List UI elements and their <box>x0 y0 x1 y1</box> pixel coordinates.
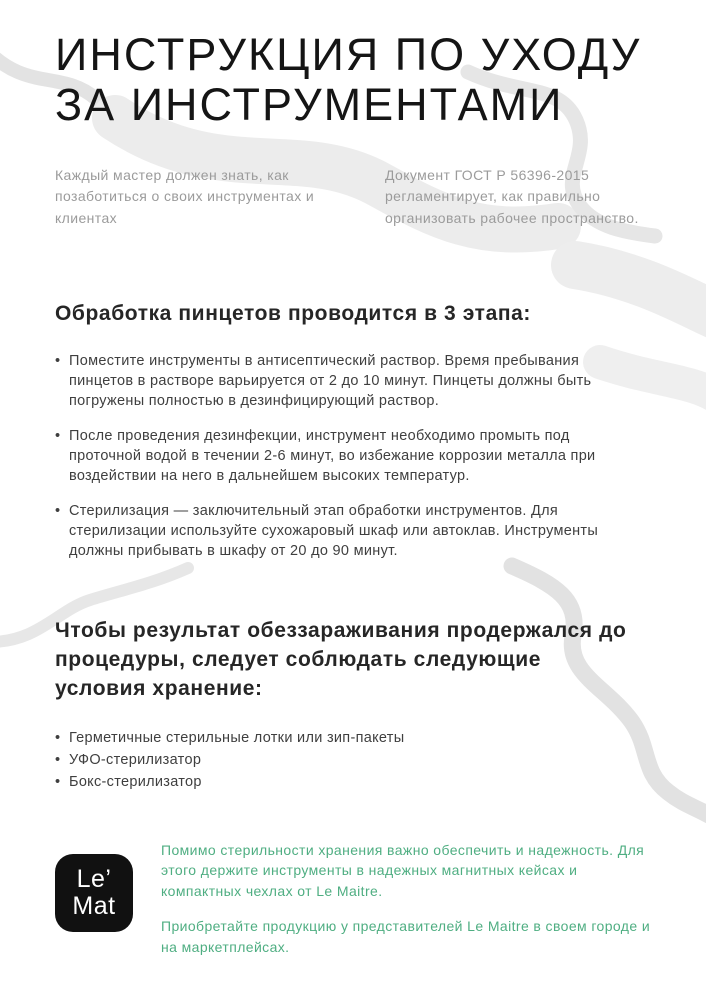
bullet-icon: • <box>55 502 61 519</box>
lemat-logo <box>55 854 133 932</box>
footer <box>55 840 651 958</box>
list-item-text: Герметичные стерильные лотки или зип-пакеты <box>69 729 405 746</box>
list-item-text: Бокс-стерилизатор <box>69 773 202 790</box>
intro-right-text: Документ ГОСТ Р 56396-2015 регламентирует, как правильно организовать рабочее пространство. <box>385 166 639 227</box>
page-title-line1: ИНСТРУКЦИЯ ПО УХОДУ <box>55 29 642 80</box>
list-item <box>55 728 630 748</box>
section1-heading: Обработка пинцетов проводится в 3 этапа: <box>55 301 532 325</box>
logo-text-line2: Mat <box>72 891 116 920</box>
list-item <box>55 772 630 792</box>
page-title-line2: ЗА ИНСТРУМЕНТАМИ <box>55 79 564 131</box>
list-item <box>55 426 630 486</box>
logo-text-line1: Le’ <box>76 864 112 893</box>
list-item-text: Поместите инструменты в антисептический раствор. Время пребывания пинцетов в растворе варьируется от 2 до 10 минут. Пинцеты должны быть погружены полностью в дезинфицирующий раствор. <box>69 352 592 409</box>
footer-note-purchase: Приобретайте продукцию у представителей Le Maitre в своем городе и на маркетплейсах. <box>161 917 651 955</box>
intro-left-text: Каждый мастер должен знать, как позаботиться о своих инструментах и клиентах <box>55 166 315 227</box>
bullet-icon: • <box>55 427 61 444</box>
footer-note-storage: Помимо стерильности хранения важно обеспечить и надежность. Для этого держите инструменты в надежных магнитных кейсах и компактных чехлах от Le Maitre. <box>161 841 645 900</box>
bullet-icon: • <box>55 352 61 369</box>
bullet-icon: • <box>55 729 61 746</box>
bullet-icon: • <box>55 773 61 790</box>
list-item <box>55 351 630 411</box>
footer-notes <box>161 840 651 958</box>
section2-heading: Чтобы результат обеззараживания продержался до процедуры, следует соблюдать следующие условия хранение: <box>55 618 627 700</box>
intro-row <box>55 165 651 230</box>
page-title <box>55 30 651 131</box>
list-item-text: После проведения дезинфекции, инструмент необходимо промыть под проточной водой в течении 2-6 минут, во избежание коррозии металла при воздействии на него в дальнейшем высоких температур. <box>69 427 596 484</box>
bullet-icon: • <box>55 751 61 768</box>
section2-bullet-list <box>55 728 651 792</box>
list-item <box>55 501 630 561</box>
list-item-text: Стерилизация — заключительный этап обработки инструментов. Для стерилизации используйте сухожаровый шкаф или автоклав. Инструменты должны прибывать в шкафу от 20 до 90 минут. <box>69 502 599 559</box>
list-item-text: УФО-стерилизатор <box>69 751 202 768</box>
list-item <box>55 750 630 770</box>
section1-bullet-list <box>55 351 651 561</box>
